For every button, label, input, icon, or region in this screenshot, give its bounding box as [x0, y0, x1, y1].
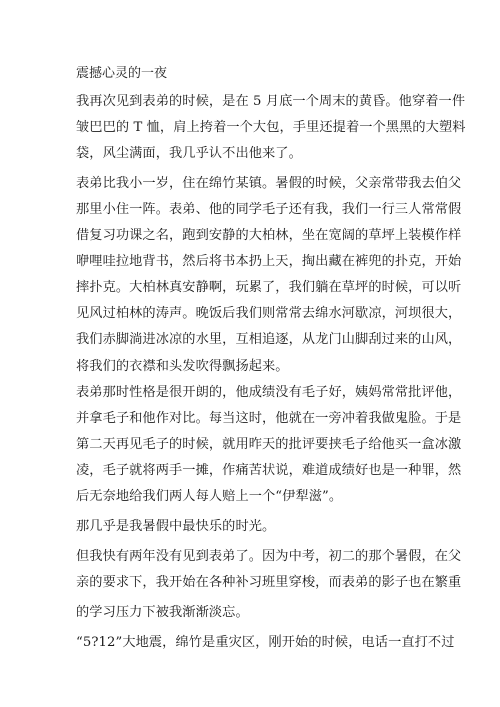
paragraph-line: 袋，风尘满面，我几乎认不出他来了。: [76, 146, 302, 161]
paragraph-line: 凌，毛子就将两手一摊，作痛苦状说，难道成绩好也是一种罪，然: [76, 463, 462, 478]
paragraph-line: 将我们的衣襟和头发吹得飘扬起来。: [76, 359, 289, 374]
paragraph-line: 那里小住一阵。表弟、他的同学毛子还有我，我们一行三人常常假: [76, 202, 462, 217]
paragraph-line: 皱巴巴的 T 恤，肩上挎着一个大包，手里还提着一个黑黑的大塑料: [76, 120, 466, 135]
paragraph-line: 后无奈地给我们两人每人赔上一个“伊犁滋”。: [76, 489, 343, 504]
paragraph-line: 我再次见到表弟的时候，是在 5 月底一个周末的黄昏。他穿着一件: [76, 94, 466, 109]
paragraph-line: 表弟比我小一岁，住在绵竹某镇。暑假的时候，父亲常带我去伯父: [76, 176, 462, 191]
paragraph-line: 第二天再见毛子的时候，就用昨天的批评要挟毛子给他买一盒冰激: [76, 437, 462, 452]
paragraph-line: 见风过柏林的涛声。晚饭后我们则常常去绵水河歇凉，河坝很大，: [76, 306, 462, 321]
paragraph-line: 并拿毛子和他作对比。每当这时，他就在一旁冲着我做鬼脸。于是: [76, 411, 462, 426]
paragraph-line: 摔扑克。大柏林真安静啊，玩累了，我们躺在草坪的时候，可以听: [76, 280, 462, 295]
paragraph-line: 但我快有两年没有见到表弟了。因为中考，初二的那个暑假，在父: [76, 549, 462, 564]
paragraph-line: 借复习功课之名，跑到安静的大柏林，坐在宽阔的草坪上装模作样: [76, 228, 462, 243]
paragraph-line: 我们赤脚淌进冰凉的水里，互相追逐，从龙门山脚刮过来的山风，: [76, 332, 462, 347]
paragraph-line: 表弟那时性格是很开朗的，他成绩没有毛子好，姨妈常常批评他，: [76, 385, 462, 400]
paragraph-line: 亲的要求下，我开始在各种补习班里穿梭，而表弟的影子也在繁重: [76, 575, 462, 590]
paragraph-line: “5?12”大地震，绵竹是重灾区，刚开始的时候，电话一直打不过: [76, 635, 455, 650]
paragraph-line: 那几乎是我暑假中最快乐的时光。: [76, 519, 276, 534]
paragraph-line: 咿哩哇拉地背书，然后将书本扔上天，掏出藏在裤兜的扑克，开始: [76, 254, 462, 269]
paragraph-line: 的学习压力下被我渐渐淡忘。: [76, 605, 249, 620]
document-title: 震撼心灵的一夜: [76, 66, 168, 81]
